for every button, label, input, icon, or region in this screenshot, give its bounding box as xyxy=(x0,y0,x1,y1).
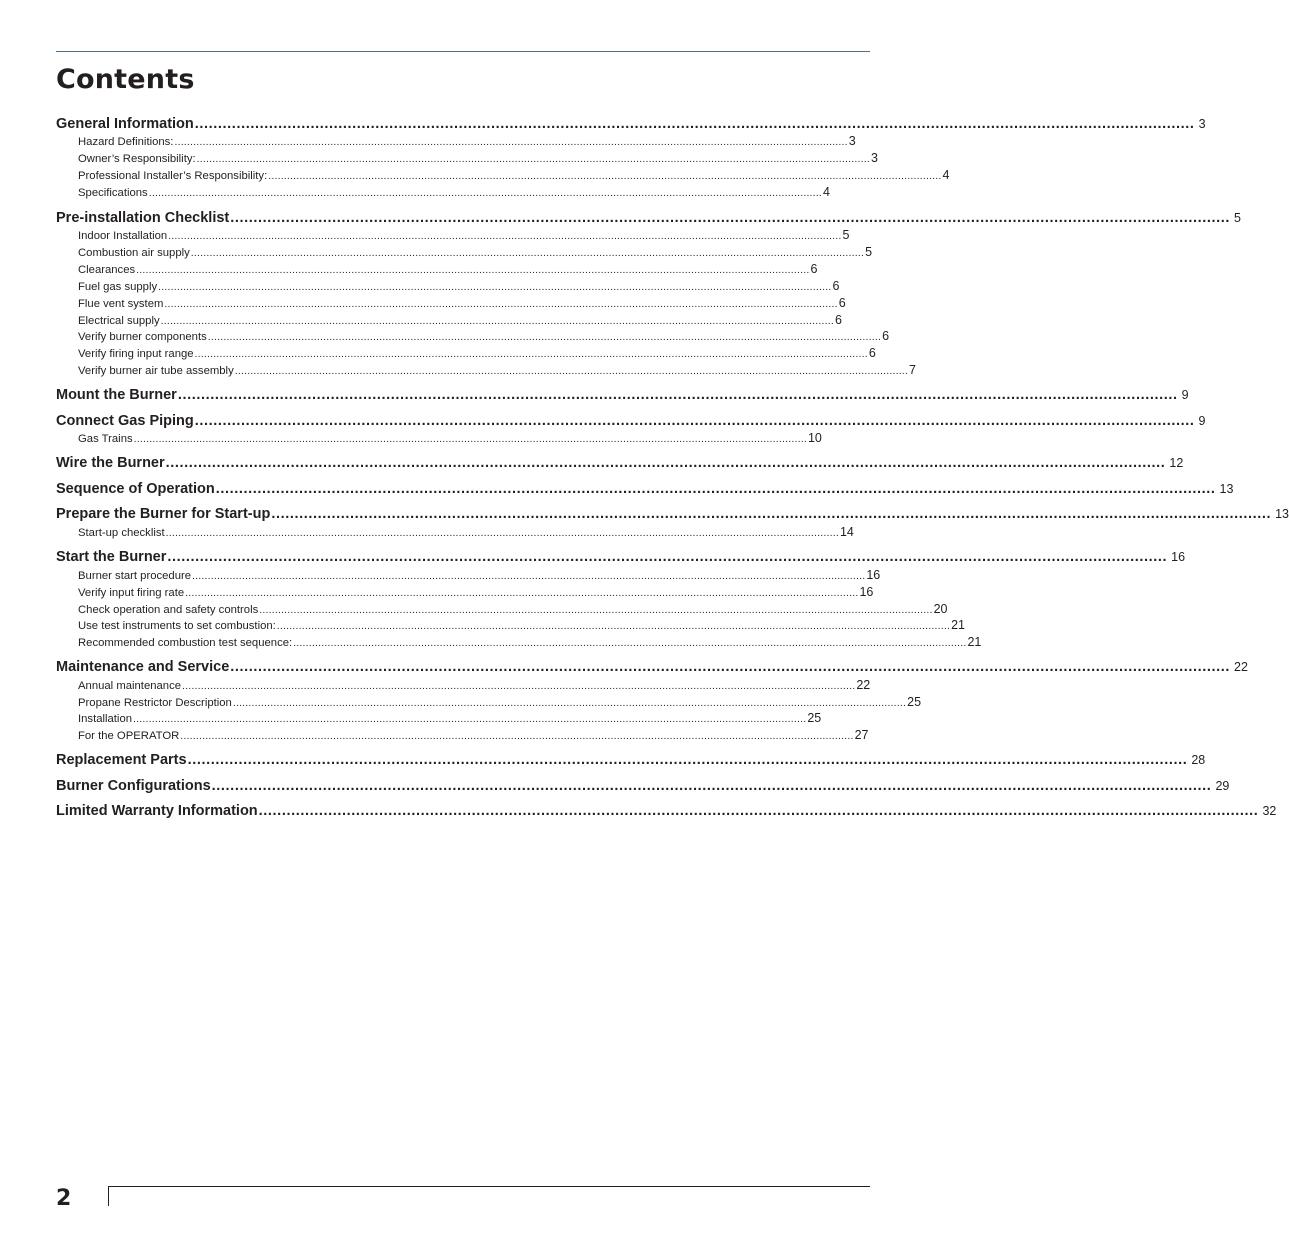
dot-leader: ........................................................................................................................................................................................................................ xyxy=(168,230,842,242)
toc-entry-combustion-air-supply[interactable] xyxy=(78,245,873,260)
toc-entry-label: Burner start procedure xyxy=(78,570,192,582)
toc-entry-label: Verify burner air tube assembly xyxy=(78,365,234,377)
toc-entry-verify-input-firing-rate[interactable] xyxy=(78,585,874,600)
toc-entry-page: 14 xyxy=(839,525,854,539)
toc-entry-burner-start-procedure[interactable] xyxy=(78,568,881,583)
toc-entry-verify-burner-components[interactable] xyxy=(78,329,890,344)
dot-leader: ........................................................................................................................................................................................................................ xyxy=(165,455,1166,471)
toc-entry-label: Prepare the Burner for Start-up xyxy=(56,506,271,522)
dot-leader: ........................................................................................................................................................................................................................ xyxy=(158,281,832,293)
dot-leader: ........................................................................................................................................................................................................................ xyxy=(133,433,807,445)
dot-leader: ........................................................................................................................................................................................................................ xyxy=(230,210,1231,226)
dot-leader: ........................................................................................................................................................................................................................ xyxy=(182,680,856,692)
toc-entry-label: Use test instruments to set combustion: xyxy=(78,620,276,632)
footer-divider xyxy=(108,1186,109,1206)
toc-entry-general-information[interactable] xyxy=(56,115,1206,133)
toc-entry-page: 6 xyxy=(834,313,842,327)
toc-entry-page: 6 xyxy=(868,346,876,360)
toc-entry-verify-firing-input-range[interactable] xyxy=(78,346,876,361)
toc-entry-page: 29 xyxy=(1215,779,1230,793)
toc-entry-owners-responsibility[interactable] xyxy=(78,151,878,166)
toc-entry-indoor-installation[interactable] xyxy=(78,228,850,243)
toc-entry-label: Wire the Burner xyxy=(56,455,165,471)
toc-entry-label: Annual maintenance xyxy=(78,680,182,692)
dot-leader: ........................................................................................................................................................................................................................ xyxy=(271,506,1272,522)
toc-entry-verify-air-tube-assembly[interactable] xyxy=(78,363,916,378)
dot-leader: ........................................................................................................................................................................................................................ xyxy=(174,136,848,148)
toc-entry-label: Burner Configurations xyxy=(56,778,211,794)
dot-leader: ........................................................................................................................................................................................................................ xyxy=(194,348,868,360)
toc-entry-page: 21 xyxy=(951,618,966,632)
toc-entry-label: Electrical supply xyxy=(78,315,160,327)
toc-entry-propane-restrictor[interactable] xyxy=(78,695,922,710)
dot-leader: ........................................................................................................................................................................................................................ xyxy=(185,587,859,599)
toc-entry-start-the-burner[interactable] xyxy=(56,548,1186,566)
dot-leader: ........................................................................................................................................................................................................................ xyxy=(177,387,1178,403)
toc-entry-mount-the-burner[interactable] xyxy=(56,386,1189,404)
toc-entry-label: Indoor Installation xyxy=(78,230,168,242)
dot-leader: ........................................................................................................................................................................................................................ xyxy=(259,604,933,616)
toc-entry-page: 16 xyxy=(1171,550,1186,564)
toc-entry-label: Mount the Burner xyxy=(56,387,177,403)
toc-entry-label: Fuel gas supply xyxy=(78,281,158,293)
dot-leader: ........................................................................................................................................................................................................................ xyxy=(207,331,882,343)
toc-entry-page: 13 xyxy=(1275,507,1289,521)
toc-entry-label: Combustion air supply xyxy=(78,247,190,259)
toc-entry-label: Gas Trains xyxy=(78,433,133,445)
toc-entry-label: Start the Burner xyxy=(56,549,167,565)
footer-rule xyxy=(108,1186,870,1187)
toc-entry-page: 4 xyxy=(823,185,830,199)
toc-entry-page: 9 xyxy=(1181,388,1189,402)
toc-entry-page: 6 xyxy=(882,329,890,343)
toc-entry-connect-gas-piping[interactable] xyxy=(56,412,1206,430)
toc-entry-page: 3 xyxy=(870,151,878,165)
toc-entry-check-operation-safety[interactable] xyxy=(78,602,948,617)
toc-entry-page: 6 xyxy=(838,296,846,310)
toc-entry-page: 25 xyxy=(907,695,922,709)
toc-entry-page: 13 xyxy=(1219,482,1234,496)
toc-entry-page: 25 xyxy=(807,711,822,725)
toc-entry-limited-warranty[interactable] xyxy=(56,802,1277,820)
toc-entry-use-test-instruments[interactable] xyxy=(78,618,966,633)
toc-entry-page: 3 xyxy=(1198,117,1206,131)
toc-entry-label: Specifications xyxy=(78,187,148,199)
dot-leader: ........................................................................................................................................................................................................................ xyxy=(232,697,907,709)
toc-entry-label: Verify burner components xyxy=(78,331,207,343)
dot-leader: ........................................................................................................................................................................................................................ xyxy=(293,637,967,649)
toc-entry-page: 12 xyxy=(1169,456,1184,470)
toc-entry-page: 16 xyxy=(859,585,874,599)
toc-entry-label: Verify firing input range xyxy=(78,348,194,360)
dot-leader: ........................................................................................................................................................................................................................ xyxy=(194,116,1195,132)
toc-entry-pre-installation-checklist[interactable] xyxy=(56,209,1241,227)
toc-entry-page: 6 xyxy=(810,262,818,276)
toc-entry-page: 22 xyxy=(1234,660,1248,674)
toc-entry-replacement-parts[interactable] xyxy=(56,751,1206,769)
toc-entry-label: Maintenance and Service xyxy=(56,659,230,675)
toc-entry-label: Professional Installer’s Responsibility: xyxy=(78,170,268,182)
page-number: 2 xyxy=(56,1186,72,1211)
toc-entry-label: For the OPERATOR xyxy=(78,730,180,742)
dot-leader: ........................................................................................................................................................................................................................ xyxy=(234,365,909,377)
toc-entry-hazard-definitions[interactable] xyxy=(78,134,856,149)
dot-leader: ........................................................................................................................................................................................................................ xyxy=(190,247,865,259)
toc-entry-page: 9 xyxy=(1198,414,1206,428)
toc-entry-professional-installer[interactable] xyxy=(78,168,950,183)
toc-entry-annual-maintenance[interactable] xyxy=(78,678,871,693)
toc-entry-maintenance-and-service[interactable] xyxy=(56,658,1248,676)
toc-entry-label: Owner’s Responsibility: xyxy=(78,153,196,165)
toc-entry-clearances[interactable] xyxy=(78,262,818,277)
toc-entry-label: Propane Restrictor Description xyxy=(78,697,232,709)
dot-leader: ........................................................................................................................................................................................................................ xyxy=(196,153,870,165)
toc-entry-label: Check operation and safety controls xyxy=(78,604,259,616)
toc-entry-label: Hazard Definitions: xyxy=(78,136,174,148)
toc-entry-page: 7 xyxy=(909,363,916,377)
toc-entry-page: 20 xyxy=(933,602,948,616)
page-title: Contents xyxy=(56,64,195,95)
dot-leader: ........................................................................................................................................................................................................................ xyxy=(187,752,1188,768)
dot-leader: ........................................................................................................................................................................................................................ xyxy=(164,298,838,310)
dot-leader: ........................................................................................................................................................................................................................ xyxy=(194,413,1195,429)
dot-leader: ........................................................................................................................................................................................................................ xyxy=(276,620,951,632)
dot-leader: ........................................................................................................................................................................................................................ xyxy=(258,803,1259,819)
dot-leader: ........................................................................................................................................................................................................................ xyxy=(167,549,1168,565)
toc-entry-page: 5 xyxy=(1234,211,1241,225)
dot-leader: ........................................................................................................................................................................................................................ xyxy=(165,527,839,539)
toc-entry-label: Clearances xyxy=(78,264,136,276)
toc-entry-label: Limited Warranty Information xyxy=(56,803,258,819)
dot-leader: ........................................................................................................................................................................................................................ xyxy=(211,778,1212,794)
dot-leader: ........................................................................................................................................................................................................................ xyxy=(136,264,810,276)
toc-entry-gas-trains[interactable] xyxy=(78,431,822,446)
dot-leader: ........................................................................................................................................................................................................................ xyxy=(180,730,854,742)
toc-entry-page: 10 xyxy=(807,431,822,445)
toc-entry-page: 3 xyxy=(848,134,856,148)
dot-leader: ........................................................................................................................................................................................................................ xyxy=(148,187,823,199)
toc-entry-start-up-checklist[interactable] xyxy=(78,525,854,540)
toc-entry-label: Pre-installation Checklist xyxy=(56,210,230,226)
toc-entry-page: 5 xyxy=(865,245,873,259)
dot-leader: ........................................................................................................................................................................................................................ xyxy=(268,170,942,182)
toc-entry-label: General Information xyxy=(56,116,194,132)
toc-entry-label: Sequence of Operation xyxy=(56,481,215,497)
toc-entry-page: 4 xyxy=(942,168,950,182)
toc-entry-page: 32 xyxy=(1262,804,1277,818)
dot-leader: ........................................................................................................................................................................................................................ xyxy=(160,315,834,327)
toc-entry-burner-configurations[interactable] xyxy=(56,777,1230,795)
toc-entry-fuel-gas-supply[interactable] xyxy=(78,279,840,294)
toc-entry-page: 6 xyxy=(832,279,840,293)
toc-entry-sequence-of-operation[interactable] xyxy=(56,480,1234,498)
toc-entry-page: 21 xyxy=(967,635,982,649)
toc-entry-electrical-supply[interactable] xyxy=(78,313,842,328)
toc-entry-recommended-test-sequence[interactable] xyxy=(78,635,982,650)
dot-leader: ........................................................................................................................................................................................................................ xyxy=(192,570,866,582)
dot-leader: ........................................................................................................................................................................................................................ xyxy=(230,659,1231,675)
toc-entry-page: 16 xyxy=(866,568,881,582)
toc-entry-label: Replacement Parts xyxy=(56,752,187,768)
toc-entry-label: Flue vent system xyxy=(78,298,164,310)
toc-entry-installation[interactable] xyxy=(78,711,822,726)
toc-entry-label: Recommended combustion test sequence: xyxy=(78,637,293,649)
toc-entry-page: 28 xyxy=(1191,753,1206,767)
toc-entry-wire-the-burner[interactable] xyxy=(56,454,1184,472)
toc-entry-for-the-operator[interactable] xyxy=(78,728,869,743)
toc-entry-flue-vent-system[interactable] xyxy=(78,296,846,311)
toc-entry-label: Connect Gas Piping xyxy=(56,413,194,429)
dot-leader: ........................................................................................................................................................................................................................ xyxy=(133,713,807,725)
toc-entry-label: Start-up checklist xyxy=(78,527,165,539)
toc-entry-label: Installation xyxy=(78,713,133,725)
toc-entry-page: 22 xyxy=(856,678,871,692)
toc-entry-page: 27 xyxy=(854,728,869,742)
toc-entry-prepare-for-start-up[interactable] xyxy=(56,505,1289,523)
dot-leader: ........................................................................................................................................................................................................................ xyxy=(215,481,1216,497)
toc-entry-specifications[interactable] xyxy=(78,185,830,200)
toc-entry-page: 5 xyxy=(842,228,850,242)
toc-entry-label: Verify input firing rate xyxy=(78,587,185,599)
